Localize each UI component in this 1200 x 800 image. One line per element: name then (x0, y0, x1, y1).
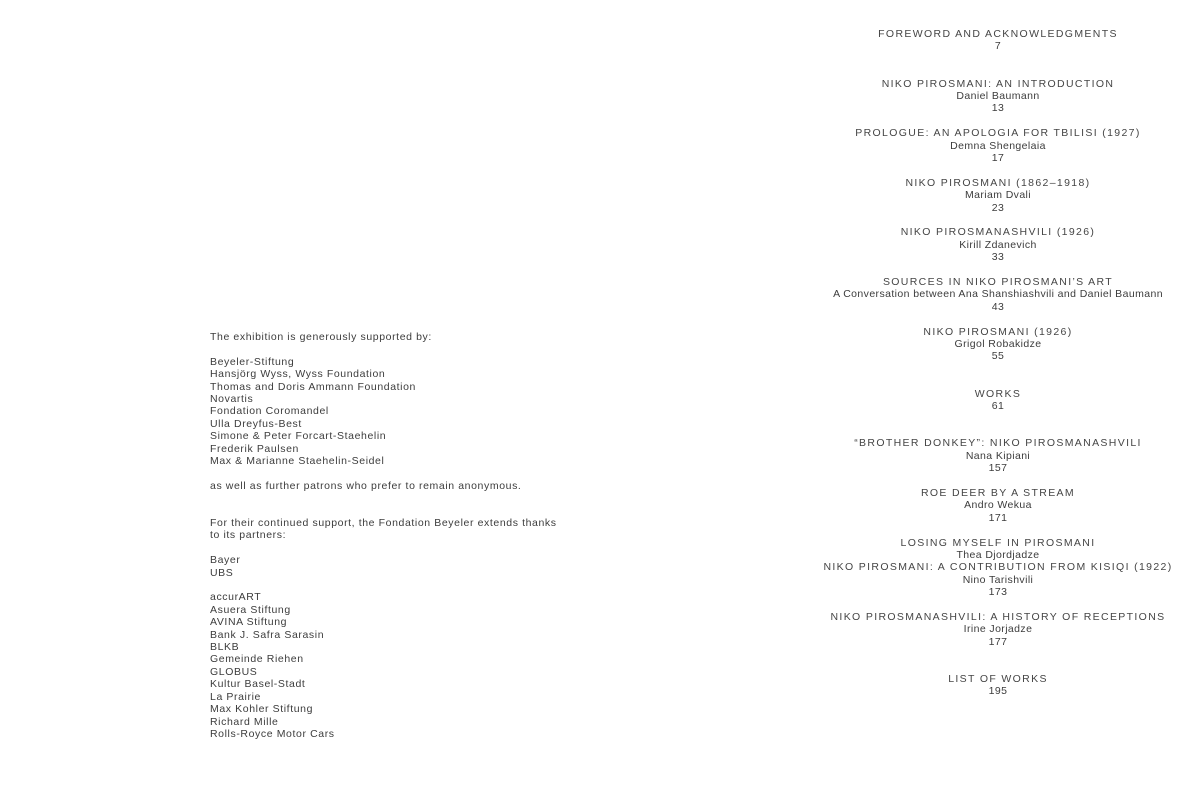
supporters-list (210, 356, 600, 468)
toc-author: Nana Kipiani (965, 449, 1031, 462)
toc-title: PROLOGUE: AN APOLOGIA FOR TBILISI (1927) (855, 127, 1141, 140)
partner-item: Max Kohler Stiftung (210, 703, 314, 716)
partner-item: AVINA Stiftung (210, 616, 288, 629)
partners-intro-line: to its partners: (210, 529, 287, 542)
toc-entry (788, 326, 1200, 363)
toc-author: Kirill Zdanevich (959, 238, 1037, 251)
supporter-item: Hansjörg Wyss, Wyss Foundation (210, 368, 386, 381)
supporter-item: Thomas and Doris Ammann Foundation (210, 380, 416, 393)
main-partner-item: UBS (210, 566, 234, 579)
toc-title: FOREWORD AND ACKNOWLEDGMENTS (878, 28, 1118, 40)
supporter-item: Frederik Paulsen (210, 442, 299, 455)
toc-entry (788, 226, 1200, 263)
main-partners-list (210, 554, 600, 579)
toc-title: NIKO PIROSMANI: A CONTRIBUTION FROM KISIQI (1922) (823, 561, 1173, 574)
toc-author: Nino Tarishvili (962, 573, 1034, 586)
toc-entry (788, 177, 1200, 214)
toc-page-number: 33 (991, 251, 1005, 264)
toc-author: Grigol Robakidze (954, 338, 1042, 351)
partner-item: GLOBUS (210, 665, 258, 678)
partner-item: Gemeinde Riehen (210, 653, 304, 666)
toc-entry (788, 78, 1200, 115)
partner-item: La Prairie (210, 690, 261, 703)
toc-page-number: 171 (988, 511, 1008, 524)
toc-title: NIKO PIROSMANI: AN INTRODUCTION (881, 77, 1115, 90)
partner-item: Bank J. Safra Sarasin (210, 628, 325, 641)
toc-page-number: 7 (994, 40, 1002, 53)
partner-item: BLKB (210, 641, 240, 654)
toc-page-number: 43 (991, 300, 1005, 313)
supporter-item: Max & Marianne Staehelin-Seidel (210, 455, 385, 468)
partners-intro-line: For their continued support, the Fondation Beyeler extends thanks (210, 517, 557, 530)
toc-entry (788, 127, 1200, 164)
acknowledgments-block (210, 331, 600, 740)
partner-item: Richard Mille (210, 715, 279, 728)
partners-list (210, 591, 600, 740)
supporter-item: Fondation Coromandel (210, 405, 329, 418)
table-of-contents (788, 28, 1200, 698)
partner-item: Kultur Basel-Stadt (210, 678, 306, 691)
toc-page-number: 55 (991, 350, 1005, 363)
toc-author: Thea Djordjadze (956, 548, 1040, 561)
toc-page-number: 177 (988, 635, 1008, 648)
toc-title: NIKO PIROSMANASHVILI (1926) (900, 226, 1096, 239)
toc-author: Mariam Dvali (964, 189, 1032, 202)
toc-title: NIKO PIROSMANASHVILI: A HISTORY OF RECEPTIONS (830, 610, 1166, 623)
toc-title: NIKO PIROSMANI (1926) (923, 325, 1073, 338)
toc-page-number: 23 (991, 201, 1005, 214)
toc-page-number: 61 (991, 400, 1005, 413)
toc-title: ROE DEER BY A STREAM (920, 486, 1075, 499)
toc-page-number: 173 (988, 586, 1008, 599)
partners-intro (210, 517, 600, 542)
toc-author: A Conversation between Ana Shanshiashvili and Daniel Baumann (833, 288, 1163, 301)
toc-entry (788, 673, 1200, 698)
supporter-item: Beyeler-Stiftung (210, 355, 295, 368)
partner-item: Rolls-Royce Motor Cars (210, 727, 335, 740)
toc-author: Irine Jorjadze (963, 623, 1033, 636)
toc-title: LIST OF WORKS (948, 672, 1048, 685)
toc-entry (788, 537, 1200, 599)
toc-entry (788, 276, 1200, 313)
toc-entry (788, 611, 1200, 648)
toc-page-number: 13 (991, 102, 1005, 115)
supporter-item: Simone & Peter Forcart-Staehelin (210, 430, 387, 443)
toc-author: Daniel Baumann (956, 90, 1040, 103)
supporter-item: Ulla Dreyfus-Best (210, 417, 302, 430)
toc-title: “BROTHER DONKEY”: NIKO PIROSMANASHVILI (854, 437, 1142, 450)
supporters-intro: The exhibition is generously supported by: (210, 331, 432, 343)
partner-item: accurART (210, 591, 262, 604)
toc-entry (788, 388, 1200, 413)
anonymous-note: as well as further patrons who prefer to remain anonymous. (210, 479, 522, 492)
toc-page-number: 195 (988, 685, 1008, 698)
toc-entry (788, 487, 1200, 524)
toc-entry (788, 28, 1200, 53)
partner-item: Asuera Stiftung (210, 603, 291, 616)
toc-title: WORKS (974, 387, 1022, 400)
toc-title: LOSING MYSELF IN PIROSMANI (900, 536, 1096, 549)
toc-page-number: 157 (988, 462, 1008, 475)
toc-title: NIKO PIROSMANI (1862–1918) (905, 176, 1091, 189)
toc-author: Andro Wekua (964, 499, 1032, 512)
toc-entry (788, 437, 1200, 474)
toc-title: SOURCES IN NIKO PIROSMANI’S ART (882, 276, 1114, 289)
toc-page-number: 17 (991, 152, 1005, 165)
toc-author: Demna Shengelaia (950, 139, 1046, 152)
main-partner-item: Bayer (210, 554, 241, 567)
supporter-item: Novartis (210, 393, 254, 406)
